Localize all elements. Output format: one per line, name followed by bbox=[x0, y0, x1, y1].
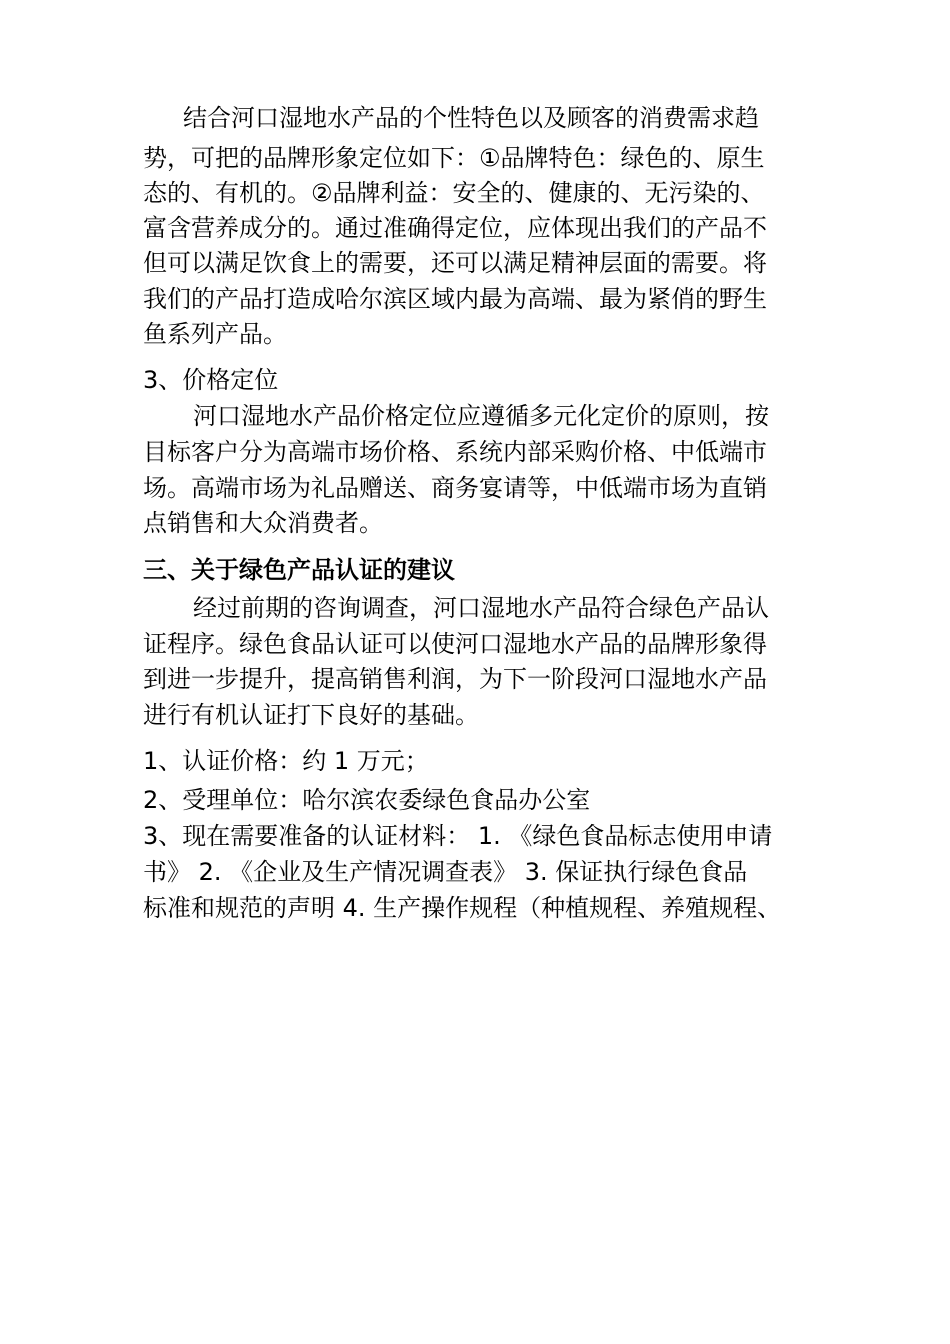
paragraph-line: 到进一步提升，提高销售利润，为下一阶段河口湿地水产品 bbox=[143, 665, 767, 693]
paragraph-line: 证程序。绿色食品认证可以使河口湿地水产品的品牌形象得 bbox=[143, 630, 767, 658]
paragraph-line: 进行有机认证打下良好的基础。 bbox=[143, 701, 479, 729]
paragraph-line: 场。高端市场为礼品赠送、商务宴请等，中低端市场为直销 bbox=[143, 474, 767, 502]
paragraph-line: 经过前期的咨询调查，河口湿地水产品符合绿色产品认 bbox=[193, 594, 769, 622]
paragraph-line: 书》 2. 《企业及生产情况调查表》 3. 保证执行绿色食品 bbox=[143, 858, 748, 886]
list-item-certification-price: 1、认证价格：约 1 万元； bbox=[143, 747, 429, 775]
paragraph-line: 鱼系列产品。 bbox=[143, 320, 287, 348]
paragraph-line: 富含营养成分的。通过准确得定位，应体现出我们的产品不 bbox=[143, 214, 767, 242]
paragraph-line: 河口湿地水产品价格定位应遵循多元化定价的原则，按 bbox=[193, 402, 769, 430]
paragraph-line: 势，可把的品牌形象定位如下：①品牌特色：绿色的、原生 bbox=[143, 144, 765, 172]
paragraph-line: 3、现在需要准备的认证材料： 1. 《绿色食品标志使用申请 bbox=[143, 822, 773, 850]
paragraph-line: 标准和规范的声明 4. 生产操作规程（种植规程、养殖规程、 bbox=[143, 894, 782, 922]
paragraph-line: 点销售和大众消费者。 bbox=[143, 509, 383, 537]
paragraph-line: 我们的产品打造成哈尔滨区域内最为高端、最为紧俏的野生 bbox=[143, 285, 767, 313]
paragraph-line: 态的、有机的。②品牌利益：安全的、健康的、无污染的、 bbox=[143, 179, 765, 207]
subheading-price-positioning: 3、价格定位 bbox=[143, 366, 279, 394]
paragraph-line: 结合河口湿地水产品的个性特色以及顾客的消费需求趋 bbox=[183, 104, 759, 132]
section-heading-green-certification: 三、关于绿色产品认证的建议 bbox=[143, 556, 455, 584]
list-item-accepting-unit: 2、受理单位：哈尔滨农委绿色食品办公室 bbox=[143, 786, 591, 814]
paragraph-line: 目标客户分为高端市场价格、系统内部采购价格、中低端市 bbox=[143, 438, 767, 466]
paragraph-line: 但可以满足饮食上的需要，还可以满足精神层面的需要。将 bbox=[143, 249, 767, 277]
